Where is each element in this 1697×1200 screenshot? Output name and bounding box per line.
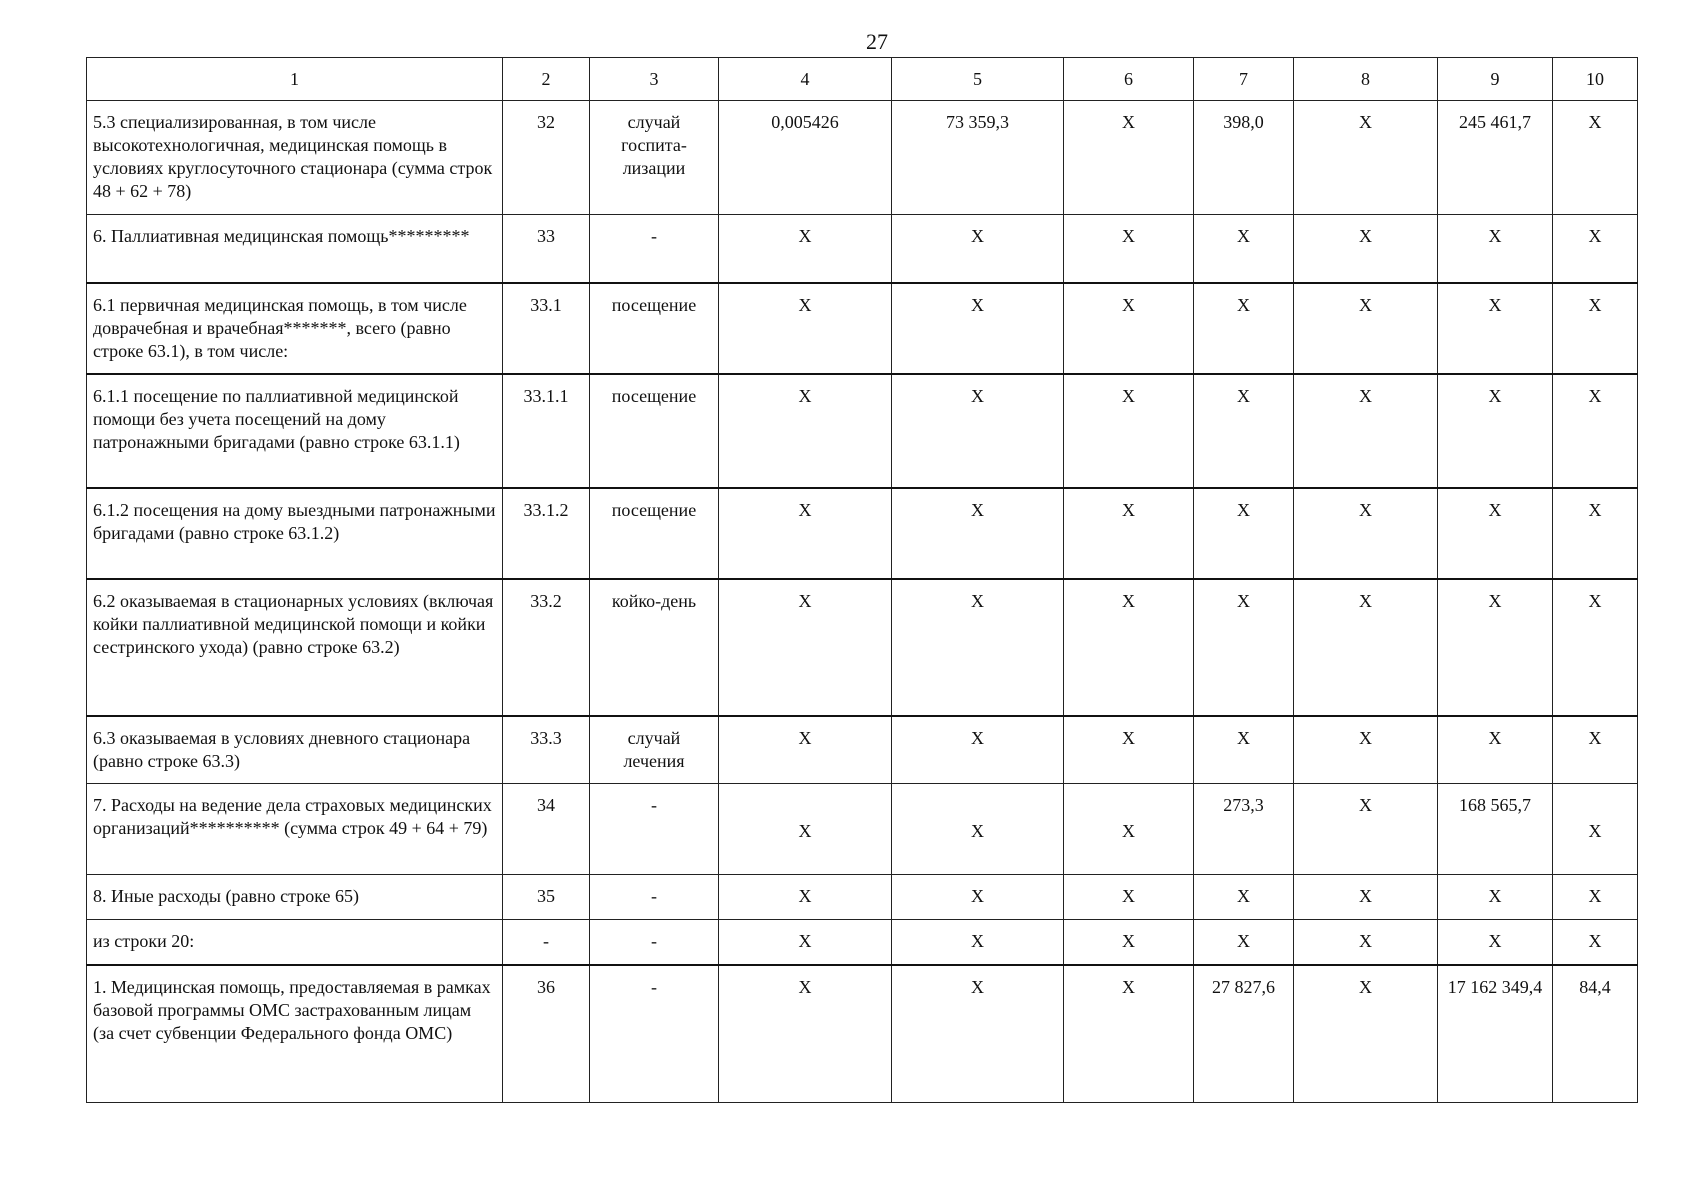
- row-line-number: 33: [503, 215, 590, 283]
- cell-col5: Х: [892, 488, 1064, 579]
- row-unit: койко-день: [590, 579, 719, 716]
- cell-col6: Х: [1064, 965, 1194, 1103]
- row-name: 6.2 оказываемая в стационарных условиях (включая койки паллиативной медицинской помощи и койки сестринского ухода) (равно строке 63.2): [87, 579, 503, 716]
- row-name: 6. Паллиативная медицинская помощь*********: [87, 215, 503, 283]
- cell-col8: Х: [1294, 965, 1438, 1103]
- row-name: 6.1.2 посещения на дому выездными патронажными бригадами (равно строке 63.1.2): [87, 488, 503, 579]
- row-line-number: 32: [503, 101, 590, 215]
- cell-col10: Х: [1553, 579, 1638, 716]
- cell-col6: Х: [1064, 283, 1194, 374]
- page-number: 27: [866, 29, 888, 54]
- row-name: 6.3 оказываемая в условиях дневного стационара (равно строке 63.3): [87, 716, 503, 784]
- cell-col4: Х: [719, 488, 892, 579]
- cell-col9: Х: [1438, 920, 1553, 965]
- column-header: 9: [1438, 58, 1553, 101]
- table-row: [87, 215, 1638, 283]
- cell-col9: 168 565,7: [1438, 784, 1553, 875]
- cell-col7: 273,3: [1194, 784, 1294, 875]
- row-unit: -: [590, 920, 719, 965]
- row-line-number: 34: [503, 784, 590, 875]
- cell-col6: Х: [1064, 716, 1194, 784]
- cell-col10: Х: [1553, 875, 1638, 920]
- cell-col4: Х: [719, 965, 892, 1103]
- cell-col5: Х: [892, 920, 1064, 965]
- cell-col4: Х: [719, 920, 892, 965]
- cell-col5: 73 359,3: [892, 101, 1064, 215]
- cell-col10: Х: [1553, 101, 1638, 215]
- table-row: [87, 488, 1638, 579]
- row-line-number: 33.1.2: [503, 488, 590, 579]
- row-name: 6.1 первичная медицинская помощь, в том числе доврачебная и врачебная*******, всего (равно строке 63.1), в том числе:: [87, 283, 503, 374]
- cell-col5: Х: [892, 965, 1064, 1103]
- cell-col4: Х: [719, 875, 892, 920]
- cell-col8: Х: [1294, 101, 1438, 215]
- table-row: [87, 875, 1638, 920]
- cell-col8: Х: [1294, 579, 1438, 716]
- row-name: из строки 20:: [87, 920, 503, 965]
- row-unit: посещение: [590, 283, 719, 374]
- row-line-number: 33.1.1: [503, 374, 590, 488]
- table-row: [87, 579, 1638, 716]
- cell-col9: Х: [1438, 488, 1553, 579]
- cell-col9: Х: [1438, 716, 1553, 784]
- row-unit: посещение: [590, 374, 719, 488]
- cell-col6: Х: [1064, 215, 1194, 283]
- cell-col9: Х: [1438, 875, 1553, 920]
- cell-col8: Х: [1294, 716, 1438, 784]
- cell-col4: Х: [719, 716, 892, 784]
- column-number-row: [87, 58, 1638, 101]
- row-name: 6.1.1 посещение по паллиативной медицинской помощи без учета посещений на дому патронажными бригадами (равно строке 63.1.1): [87, 374, 503, 488]
- cell-col10: Х: [1553, 716, 1638, 784]
- cell-col7: Х: [1194, 920, 1294, 965]
- column-header: 8: [1294, 58, 1438, 101]
- cell-col4: Х: [719, 579, 892, 716]
- cell-col7: Х: [1194, 283, 1294, 374]
- cell-col10: Х: [1553, 920, 1638, 965]
- cell-col9: 245 461,7: [1438, 101, 1553, 215]
- cell-col9: Х: [1438, 579, 1553, 716]
- row-unit: -: [590, 875, 719, 920]
- column-header: 3: [590, 58, 719, 101]
- cell-col5: Х: [892, 283, 1064, 374]
- cell-col6: Х: [1064, 374, 1194, 488]
- cell-col5: Х: [892, 374, 1064, 488]
- cell-col4: Х: [719, 215, 892, 283]
- cell-col7: Х: [1194, 579, 1294, 716]
- cell-col6: Х: [1064, 784, 1194, 875]
- row-unit: -: [590, 784, 719, 875]
- cell-col6: Х: [1064, 488, 1194, 579]
- cell-col6: Х: [1064, 920, 1194, 965]
- row-unit: посещение: [590, 488, 719, 579]
- cell-col7: Х: [1194, 374, 1294, 488]
- cell-col10: Х: [1553, 488, 1638, 579]
- cell-col8: Х: [1294, 875, 1438, 920]
- table-row: [87, 920, 1638, 965]
- cell-col9: Х: [1438, 374, 1553, 488]
- cell-col8: Х: [1294, 283, 1438, 374]
- cell-col7: 398,0: [1194, 101, 1294, 215]
- cell-col8: Х: [1294, 374, 1438, 488]
- cell-col7: Х: [1194, 488, 1294, 579]
- row-unit: -: [590, 965, 719, 1103]
- row-line-number: -: [503, 920, 590, 965]
- column-header: 10: [1553, 58, 1638, 101]
- cell-col4: Х: [719, 374, 892, 488]
- column-header: 4: [719, 58, 892, 101]
- cell-col7: 27 827,6: [1194, 965, 1294, 1103]
- cell-col9: 17 162 349,4: [1438, 965, 1553, 1103]
- cell-col9: Х: [1438, 283, 1553, 374]
- cell-col10: Х: [1553, 283, 1638, 374]
- row-line-number: 33.3: [503, 716, 590, 784]
- row-unit: случай госпита-лизации: [590, 101, 719, 215]
- cell-col10: Х: [1553, 215, 1638, 283]
- cell-col6: Х: [1064, 101, 1194, 215]
- cell-col7: Х: [1194, 875, 1294, 920]
- cell-col6: Х: [1064, 875, 1194, 920]
- cell-col7: Х: [1194, 716, 1294, 784]
- cell-col7: Х: [1194, 215, 1294, 283]
- row-name: 7. Расходы на ведение дела страховых медицинских организаций********** (сумма строк 49 + 64 + 79): [87, 784, 503, 875]
- table-row: [87, 965, 1638, 1103]
- table-row: [87, 283, 1638, 374]
- row-name: 5.3 специализированная, в том числе высокотехнологичная, медицинская помощь в условиях круглосуточного стационара (сумма строк 48 + 62 + 78): [87, 101, 503, 215]
- row-line-number: 35: [503, 875, 590, 920]
- column-header: 6: [1064, 58, 1194, 101]
- cell-col5: Х: [892, 215, 1064, 283]
- table-row: [87, 101, 1638, 215]
- column-header: 2: [503, 58, 590, 101]
- row-line-number: 33.2: [503, 579, 590, 716]
- table-row: [87, 716, 1638, 784]
- row-line-number: 36: [503, 965, 590, 1103]
- cell-col8: Х: [1294, 784, 1438, 875]
- financing-table: [86, 57, 1638, 1103]
- cell-col6: Х: [1064, 579, 1194, 716]
- row-line-number: 33.1: [503, 283, 590, 374]
- cell-col5: Х: [892, 784, 1064, 875]
- row-name: 8. Иные расходы (равно строке 65): [87, 875, 503, 920]
- cell-col8: Х: [1294, 488, 1438, 579]
- cell-col8: Х: [1294, 920, 1438, 965]
- table-row: [87, 374, 1638, 488]
- column-header: 7: [1194, 58, 1294, 101]
- column-header: 5: [892, 58, 1064, 101]
- cell-col4: Х: [719, 784, 892, 875]
- cell-col9: Х: [1438, 215, 1553, 283]
- cell-col4: 0,005426: [719, 101, 892, 215]
- row-unit: -: [590, 215, 719, 283]
- cell-col5: Х: [892, 875, 1064, 920]
- row-unit: случай лечения: [590, 716, 719, 784]
- column-header: 1: [87, 58, 503, 101]
- cell-col4: Х: [719, 283, 892, 374]
- cell-col10: Х: [1553, 784, 1638, 875]
- cell-col8: Х: [1294, 215, 1438, 283]
- table-row: [87, 784, 1638, 875]
- row-name: 1. Медицинская помощь, предоставляемая в рамках базовой программы ОМС застрахованным лицам (за счет субвенции Федерального фонда ОМС): [87, 965, 503, 1103]
- cell-col5: Х: [892, 716, 1064, 784]
- cell-col10: 84,4: [1553, 965, 1638, 1103]
- cell-col5: Х: [892, 579, 1064, 716]
- cell-col10: Х: [1553, 374, 1638, 488]
